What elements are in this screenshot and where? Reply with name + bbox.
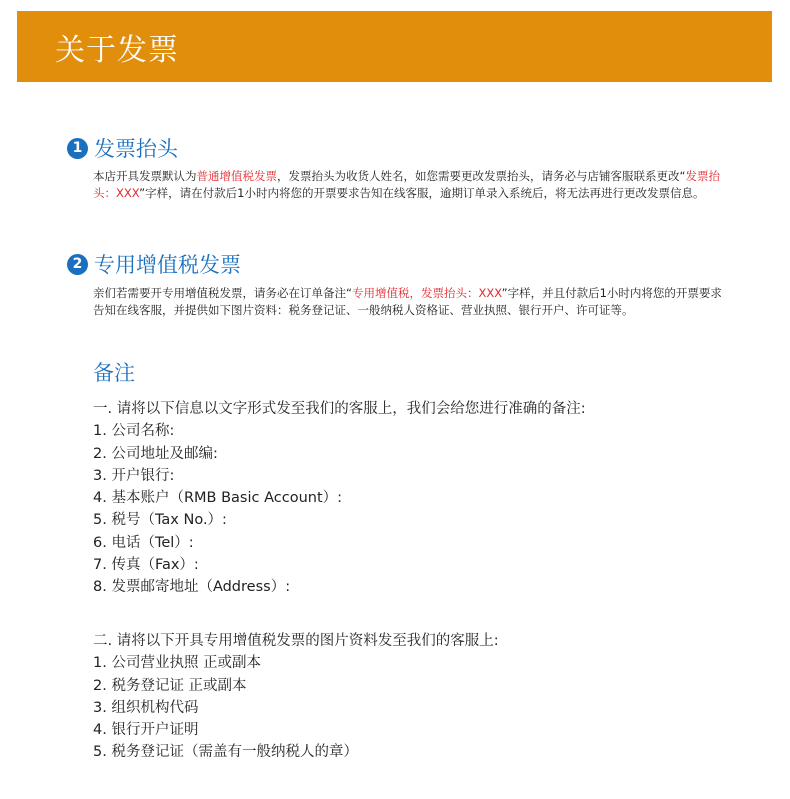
list-item: 1. 公司名称: [93, 423, 175, 440]
list-item: 一. 请将以下信息以文字形式发至我们的客服上，我们会给您进行准确的备注: [93, 401, 586, 417]
highlight-text: 普通增值税发票 [196, 169, 277, 183]
number-badge-1: 1 [67, 138, 88, 159]
list-item: 1. 公司营业执照 正或副本 [93, 655, 262, 672]
list-item: 4. 基本账户（RMB Basic Account）: [93, 490, 343, 507]
paragraph-text: ”字样，请在付款后1小时内将您的开票要求告知在线客服，逾期订单录入系统后，将无法再进行更改发票信息。 [139, 185, 705, 200]
highlight-text: 专用增值税，发票抬头：XXX [351, 286, 502, 300]
list-item: 6. 电话（Tel）: [93, 534, 194, 551]
invoice-header-paragraph [93, 168, 733, 201]
section-special-vat [67, 249, 241, 279]
paragraph-text: ”字样，并且付款后1小时内将您的开票要求告知在线客服，并提供如下图片资料：税务登记证、一般纳税人资格证、营业执照、银行开户、许可证等。 [93, 286, 722, 317]
page-title: 关于发票 [55, 33, 179, 68]
special-vat-paragraph [93, 285, 733, 318]
notes-list-info [93, 398, 586, 599]
section-invoice-header [67, 133, 178, 163]
section-title-invoice-header: 发票抬头 [94, 137, 178, 161]
list-item: 二. 请将以下开具专用增值税发票的图片资料发至我们的客服上: [93, 633, 499, 649]
list-item: 8. 发票邮寄地址（Address）: [93, 579, 291, 596]
list-item: 3. 组织机构代码 [93, 699, 199, 716]
notes-list-documents [93, 630, 499, 764]
highlight-text: 发票抬头：XXX [93, 169, 720, 200]
list-item: 3. 开户银行: [93, 467, 175, 484]
header-banner [17, 11, 772, 82]
section-title-special-vat: 专用增值税发票 [94, 253, 241, 277]
paragraph-text: 亲们若需要开专用增值税发票，请务必在订单备注“ [93, 286, 352, 300]
paragraph-text: 本店开具发票默认为 [93, 169, 197, 183]
list-item: 7. 传真（Fax）: [93, 557, 199, 574]
notes-title: 备注 [93, 361, 135, 385]
number-badge-2: 2 [67, 254, 88, 275]
list-item: 4. 银行开户证明 [93, 722, 199, 739]
list-item: 5. 税务登记证（需盖有一般纳税人的章） [93, 744, 358, 761]
list-item: 5. 税号（Tax No.）: [93, 512, 227, 529]
list-item: 2. 公司地址及邮编: [93, 445, 218, 462]
list-item: 2. 税务登记证 正或副本 [93, 677, 247, 694]
paragraph-text: ，发票抬头为收货人姓名，如您需要更改发票抬头，请务必与店铺客服联系更改“ [277, 169, 686, 183]
